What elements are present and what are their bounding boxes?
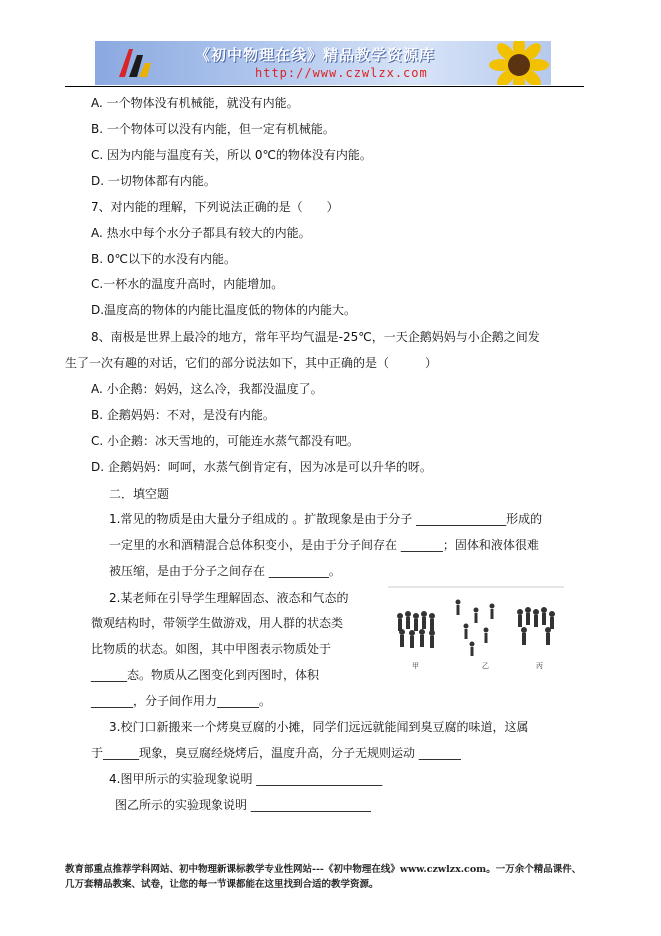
header-url[interactable]: http://www.czwlzx.com [255,66,428,80]
q8-stem-line2: 生了一次有趣的对话，它们的部分说法如下，其中正确的是（ ） [65,356,438,370]
q8-option-d: D. 企鹅妈妈：呵呵，水蒸气倒肯定有，因为冰是可以升华的呀。 [91,460,432,474]
fill2-line4: ______态。物质从乙图变化到丙图时，体积 [91,668,320,682]
fill3-line1: 3.校门口新搬来一个烤臭豆腐的小摊，同学们远远就能闻到臭豆腐的味道，这属 [109,720,529,734]
page-footer [65,862,595,892]
crowd-group-bing [517,607,555,645]
q8-option-c: C. 小企鹅：冰天雪地的，可能连水蒸气都没有吧。 [91,434,360,448]
footer-line-2: 几万套精品教案、试卷，让您的每一节课都能在这里找到合适的教学资源。 [65,879,379,890]
q8-option-b: B. 企鹅妈妈：不对，是没有内能。 [91,408,275,422]
fill2-line1: 2.某老师在引导学生理解固态、液态和气态的 [109,591,349,605]
site-logo-icon [113,45,153,81]
q7-option-a: A. 热水中每个水分子都具有较大的内能。 [91,226,311,240]
header-divider [65,86,584,87]
fill4-line2: 图乙所示的实验现象说明 ____________________ [115,798,371,812]
q7-option-c: C.一杯水的温度升高时，内能增加。 [91,277,284,291]
footer-line-1: 教育部重点推荐学科网站、初中物理新课标教学专业性网站---《初中物理在线》www.czwlzx.com。一万余个精品课件、 [65,864,582,875]
crowd-states-figure [388,586,564,672]
q6-option-d: D. 一切物体都有内能。 [91,174,216,188]
fill1-line2: 一定里的水和酒精混合总体积变小，是由于分子间存在 _______；固体和液体很难 [109,538,539,552]
figure-label-bing: 丙 [536,662,543,670]
fill1-line3: 被压缩，是由于分子之间存在 __________。 [109,564,341,578]
fill2-line2: 微观结构时，带领学生做游戏，用人群的状态类 [91,616,344,630]
q8-stem-line1: 8、南极是世界上最冷的地方，常年平均气温是-25℃，一天企鹅妈妈与小企鹅之间发 [91,330,540,344]
header-banner [95,41,551,85]
section-fill-blank-heading: 二．填空题 [109,487,170,501]
fill2-line5: _______，分子间作用力_______。 [91,694,272,708]
figure-label-jia: 甲 [412,662,419,670]
q6-option-b: B. 一个物体可以没有内能，但一定有机械能。 [91,122,335,136]
sunflower-icon [481,41,551,85]
fill4-line1: 4.图甲所示的实验现象说明 _____________________ [109,772,383,786]
q7-option-b: B. 0℃以下的水没有内能。 [91,252,236,266]
q8-option-a: A. 小企鹅：妈妈，这么冷，我都没温度了。 [91,382,323,396]
q6-option-c: C. 因为内能与温度有关，所以 0℃的物体没有内能。 [91,148,372,162]
q6-option-a: A. 一个物体没有机械能，就没有内能。 [91,96,299,110]
fill2-line3: 比物质的状态。如图，其中甲图表示物质处于 [91,642,332,656]
fill1-line1: 1.常见的物质是由大量分子组成的 。扩散现象是由于分子 _______________形成的 [109,512,543,526]
q7-option-d: D.温度高的物体的内能比温度低的物体的内能大。 [91,303,357,317]
q7-stem: 7、对内能的理解，下列说法正确的是（ ） [91,200,339,214]
fill3-line2: 于______现象，臭豆腐经烧烤后，温度升高，分子无规则运动 _______ [91,746,461,760]
figure-label-yi: 乙 [482,662,489,670]
crowd-group-jia [397,611,435,648]
header-title: 《初中物理在线》精品教学资源库 [195,46,436,64]
crowd-group-yi [456,600,495,657]
